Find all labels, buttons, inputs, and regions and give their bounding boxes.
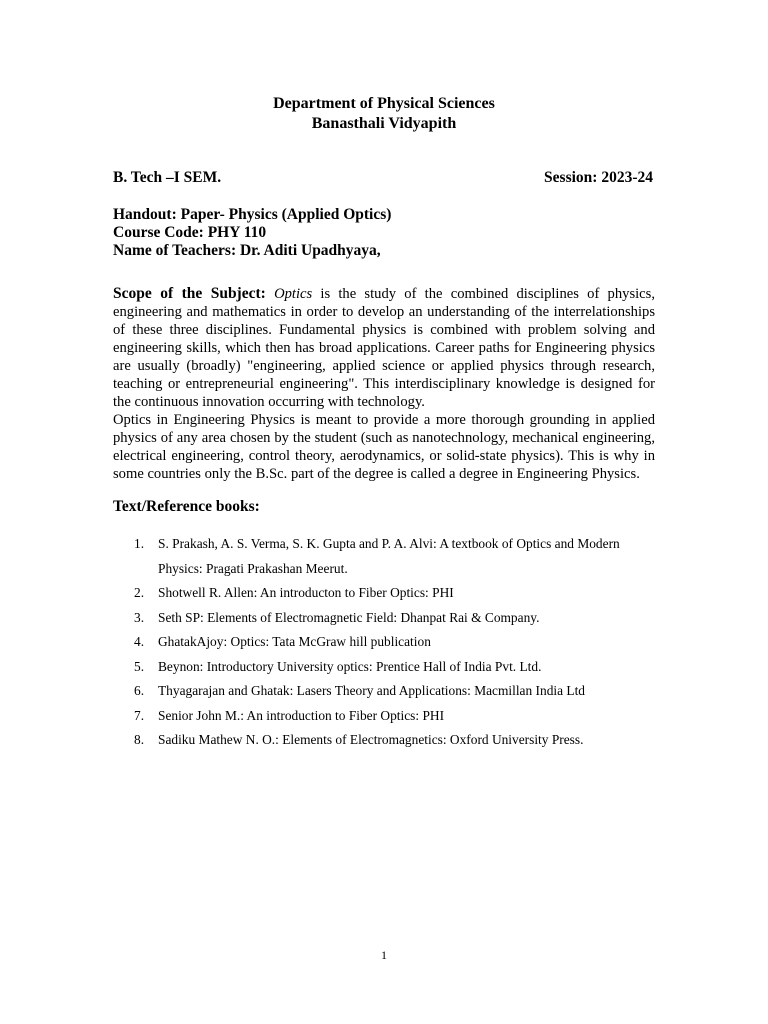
scope-section (113, 285, 655, 483)
scope-paragraph-1-text: is the study of the combined disciplines of physics, engineering and mathematics in order to develop an understanding of the interrelationships of these three disciplines. Fundamental physics is combined with problem solving and engineering skills, which then has broad applications. Career paths for Engineering physics are usually (broadly) "engineering, applied science or applied physics through research, teaching or entrepreneurial engineering". This interdisciplinary knowledge is designed for the continuous innovation occurring with technology. (113, 286, 655, 410)
teachers-line: Name of Teachers: Dr. Aditi Upadhyaya, (113, 242, 381, 259)
program-session-row (113, 169, 653, 187)
scope-paragraph-1 (113, 285, 655, 411)
list-item: 7. Senior John M.: An introduction to Fiber Optics: PHI (134, 707, 445, 723)
scope-label: Scope of the Subject: (113, 285, 266, 302)
list-item: 6. Thyagarajan and Ghatak: Lasers Theory and Applications: Macmillan India Ltd (134, 683, 586, 698)
document-header (0, 94, 768, 134)
references-title: Text/Reference books: (113, 498, 260, 515)
session-label: Session: 2023-24 (544, 169, 653, 186)
references-list (113, 532, 673, 753)
list-item: 5. Beynon: Introductory University optics: Prentice Hall of India Pvt. Ltd. (134, 658, 542, 674)
course-info (113, 206, 391, 260)
scope-paragraph-2: Optics in Engineering Physics is meant to provide a more thorough grounding in applied physics of any area chosen by the student (such as nanotechnology, mechanical engineering, electrical engineering, control theory, aerodynamics, or solid-state physics). This is why in some countries only the B.Sc. part of the degree is called a degree in Engineering Physics. (113, 412, 655, 482)
institution-title: Banasthali Vidyapith (311, 115, 457, 132)
list-item: 1. S. Prakash, A. S. Verma, S. K. Gupta and P. A. Alvi: A textbook of Optics and Modern Physics: Pragati Prakashan Meerut. (134, 536, 620, 576)
list-item: 8. Sadiku Mathew N. O.: Elements of Electromagnetics: Oxford University Press. (134, 732, 584, 747)
list-item: 4. GhatakAjoy: Optics: Tata McGraw hill publication (134, 634, 431, 649)
handout-line: Handout: Paper- Physics (Applied Optics) (113, 206, 392, 223)
scope-italic-term: Optics (274, 286, 313, 302)
list-item: 3. Seth SP: Elements of Electromagnetic Field: Dhanpat Rai & Company. (134, 609, 540, 625)
program-label: B. Tech –I SEM. (113, 169, 222, 186)
course-code-line: Course Code: PHY 110 (113, 224, 267, 241)
list-item: 2. Shotwell R. Allen: An introducton to Fiber Optics: PHI (134, 585, 454, 600)
page-number: 1 (381, 948, 387, 962)
department-title: Department of Physical Sciences (273, 95, 495, 112)
